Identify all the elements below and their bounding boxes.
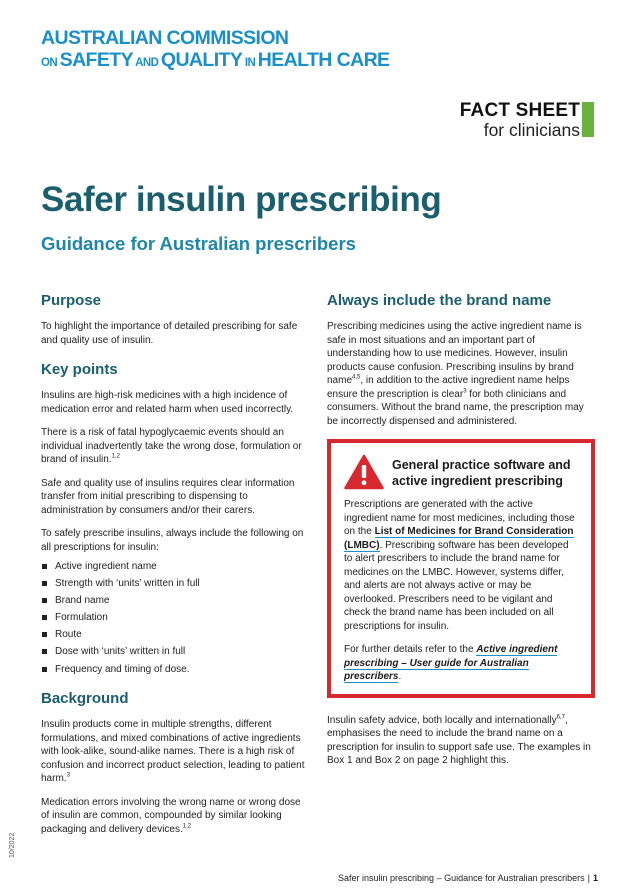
- alert-text: . Prescribing software has been developed to alert prescribers to include the brand name for medicines on the LMBC. However, systems differ, and alerts are not always active or may be overlooked. Prescribers need to be vigilant and check the brand name has been included on all prescriptions for insulin.: [344, 539, 569, 632]
- page-number: 1: [592, 873, 598, 883]
- footer-separator: |: [587, 873, 590, 883]
- alert-paragraph: [344, 498, 578, 633]
- brand-text: for both clinicians and consumers. Without the brand name, the prescription may be incorrectly dispensed and administered.: [327, 388, 584, 427]
- safety-advice-paragraph: [327, 714, 595, 768]
- brand-name-heading: Always include the brand name: [327, 292, 552, 309]
- commission-logo: [41, 29, 389, 70]
- publication-date-code: 10/2022: [9, 832, 16, 858]
- user-guide-link[interactable]: Active ingredient prescribing – User guide for Australian prescribers: [344, 644, 558, 682]
- list-item: Brand name: [41, 594, 311, 608]
- key-point-text: Safe and quality use of insulins requires clear information transfer from initial prescribing to dispensing to administration by consumers and/or their carers.: [41, 477, 295, 516]
- lmbc-link[interactable]: List of Medicines for Brand Consideration (LMBC): [344, 526, 574, 551]
- citation: 6,7: [556, 714, 565, 721]
- left-column: [41, 292, 311, 846]
- purpose-section: [41, 292, 311, 347]
- list-item: Active ingredient name: [41, 560, 311, 574]
- citation: 3: [463, 388, 467, 395]
- background-paragraph: [41, 796, 311, 837]
- software-alert-box: [327, 439, 595, 698]
- citation: 3: [66, 772, 70, 779]
- key-point-paragraph: [41, 426, 311, 467]
- background-text: Medication errors involving the wrong name or wrong dose of insulin are common, compounded by similar looking packaging and delivery devices.: [41, 796, 301, 835]
- brand-name-paragraph: [327, 320, 595, 428]
- alert-text: For further details refer to the: [344, 644, 477, 655]
- citation: 4,5: [352, 374, 361, 381]
- alert-text: Prescriptions are generated with the active ingredient name for most medicines, including those on the: [344, 499, 575, 537]
- logo-word: ON: [41, 56, 60, 69]
- logo-line-2: [41, 48, 390, 71]
- logo-word: SAFETY: [59, 48, 133, 71]
- page-title: Safer insulin prescribing: [41, 180, 442, 219]
- page-subtitle: Guidance for Australian prescribers: [41, 233, 356, 254]
- brand-text: Prescribing medicines using the active ingredient name is safe in most situations and an important part of understanding how to use medicines. However, insulin products cause confusion. Prescribing insulins by brand name: [327, 321, 582, 386]
- background-heading: Background: [41, 690, 129, 708]
- list-item: Dose with ‘units’ written in full: [41, 645, 311, 659]
- fact-sheet-audience: for clinicians: [483, 119, 580, 140]
- background-paragraph: [41, 718, 311, 786]
- background-text: Insulin products come in multiple strengths, different formulations, and mixed combinations of active ingredients with look-alike, sound-alike names. There is a high risk of confusion and incorrect product selection, leading to patient harm.: [41, 719, 305, 785]
- alert-text: .: [398, 671, 402, 682]
- brand-name-section: [327, 292, 595, 428]
- key-point-paragraph: [41, 389, 311, 416]
- prescription-checklist: [41, 560, 311, 676]
- alert-header: [344, 453, 578, 490]
- brand-text: , in addition to the active ingredient name helps ensure the prescription is clear: [327, 375, 570, 400]
- citation: 1,2: [111, 453, 120, 460]
- fact-sheet-title: FACT SHEET: [459, 100, 580, 121]
- key-point-paragraph: [41, 527, 311, 554]
- key-points-heading: Key points: [41, 361, 118, 378]
- page-footer: [338, 873, 598, 883]
- logo-word: HEALTH CARE: [257, 48, 390, 71]
- key-point-text: To safely prescribe insulins, always include the following on all prescriptions for insulin:: [41, 528, 304, 553]
- logo-word: QUALITY: [160, 48, 243, 71]
- key-point-text: There is a risk of fatal hypoglycaemic events should an individual inadvertently take the wrong dose, formulation or brand of insulin.: [41, 427, 302, 465]
- citation: 1,2: [182, 823, 192, 830]
- list-item: Frequency and timing of dose.: [41, 663, 311, 677]
- key-point-text: Insulins are high-risk medicines with a high incidence of medication error and related harm when used incorrectly.: [41, 390, 294, 415]
- footer-title: Safer insulin prescribing – Guidance for Australian prescribers: [338, 873, 585, 883]
- purpose-heading: Purpose: [41, 292, 102, 309]
- list-item: Strength with ‘units’ written in full: [41, 577, 311, 591]
- background-section: [41, 690, 311, 836]
- alert-paragraph: [344, 643, 578, 684]
- warning-icon: [344, 454, 384, 490]
- fact-sheet-label: [460, 101, 580, 139]
- alert-title: General practice software and active ingredient prescribing: [392, 458, 571, 488]
- list-item: Route: [41, 628, 311, 642]
- right-column: [327, 292, 595, 778]
- key-points-section: [41, 361, 311, 676]
- logo-word: IN: [242, 56, 258, 69]
- list-item: Formulation: [41, 611, 311, 625]
- logo-word: AND: [132, 56, 161, 69]
- key-point-paragraph: [41, 477, 311, 518]
- purpose-text: To highlight the importance of detailed prescribing for safe and quality use of insulin.: [41, 321, 298, 346]
- logo-line-1: AUSTRALIAN COMMISSION: [41, 27, 289, 49]
- fact-sheet-accent-bar: [582, 102, 594, 137]
- advice-text: , emphasises the need to include the brand name on a prescription for insulin to support safe use. The examples in Box 1 and Box 2 on page 2 highlight this.: [327, 714, 591, 766]
- advice-text: Insulin safety advice, both locally and internationally: [327, 714, 557, 726]
